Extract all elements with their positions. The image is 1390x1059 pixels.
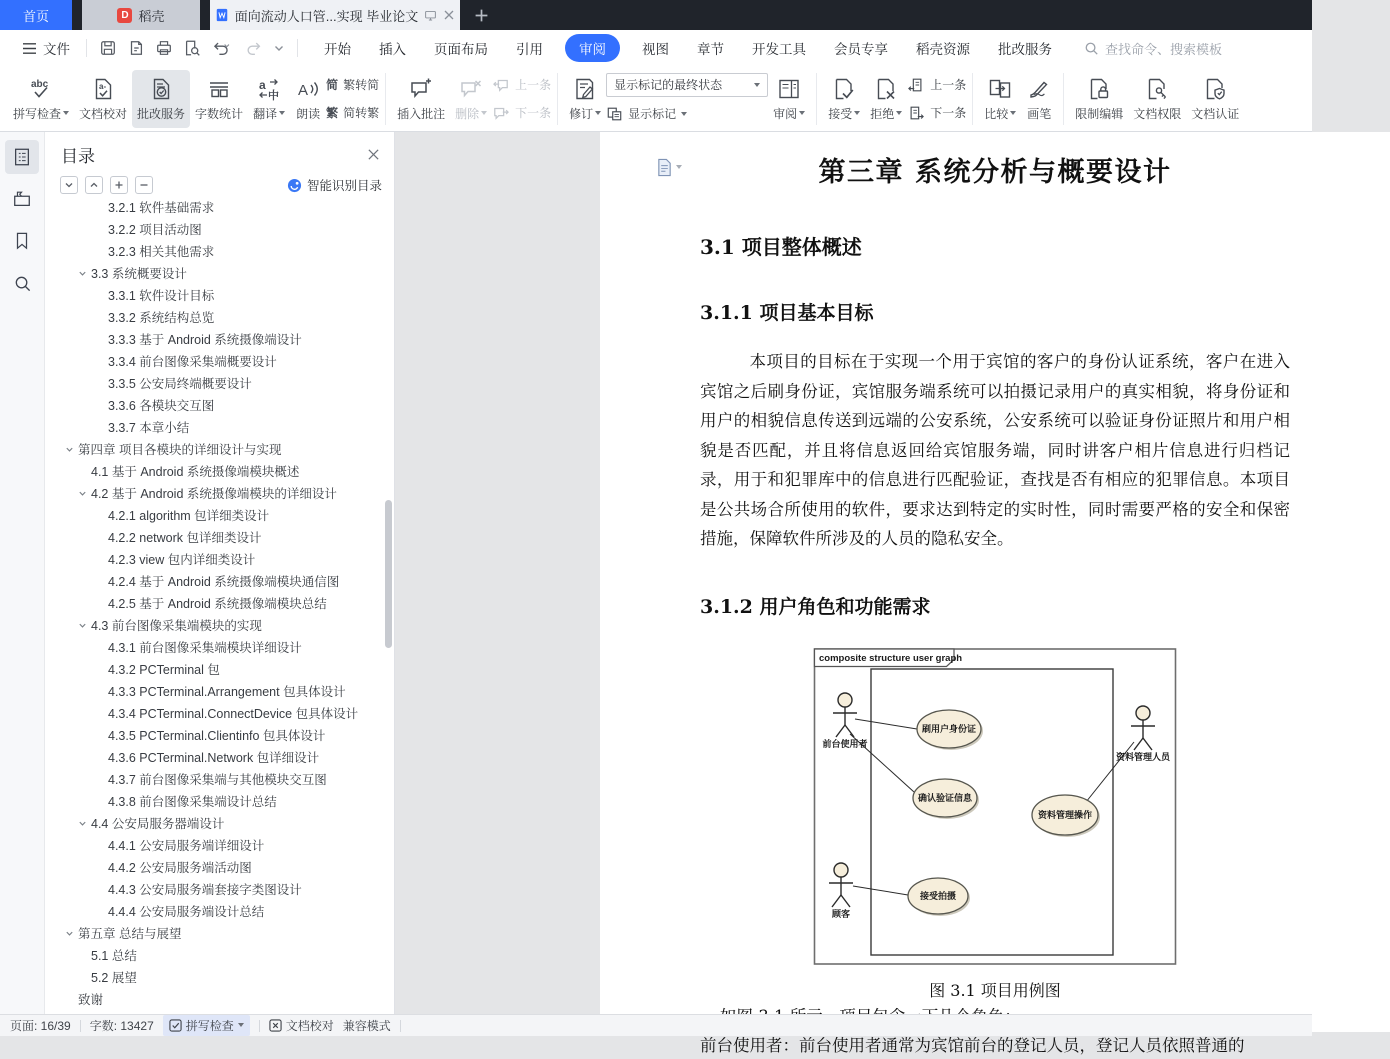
bookmark-panel-button[interactable]: [5, 224, 39, 258]
toc-item-label: 4.3.1 前台图像采集端模块详细设计: [108, 641, 302, 655]
toc-item[interactable]: [45, 350, 394, 372]
toc-item-label: 4.2.2 network 包详细类设计: [108, 531, 262, 545]
undo-button[interactable]: [211, 39, 235, 57]
collapse-toolbar-icon[interactable]: [273, 42, 285, 54]
next-change-icon: [907, 105, 925, 121]
toc-item-label: 3.3.4 前台图像采集端概要设计: [108, 355, 277, 369]
accept-change-icon: [831, 76, 857, 102]
svg-text:顾客: 顾客: [831, 908, 850, 919]
delete-comment-icon: [458, 76, 484, 102]
divider: [816, 73, 817, 125]
toc-item[interactable]: [45, 284, 394, 306]
toc-item[interactable]: [45, 768, 394, 790]
toc-item-label: 4.3.8 前台图像采集端设计总结: [108, 795, 277, 809]
menu-审阅[interactable]: 审阅: [565, 34, 620, 62]
toc-item-label: 3.2.2 项目活动图: [108, 223, 202, 237]
prev-change-icon: [907, 77, 925, 93]
chapter-title: 第三章 系统分析与概要设计: [818, 157, 1172, 188]
toc-item-label: 3.3.3 基于 Android 系统摄像端设计: [108, 333, 302, 347]
toc-item[interactable]: [45, 834, 394, 856]
heading-3-1-1: 3.1.1 项目基本目标: [700, 302, 874, 324]
toc-item[interactable]: [45, 306, 394, 328]
svg-text:A: A: [298, 81, 309, 99]
toc-item[interactable]: [45, 988, 394, 1010]
toc-item[interactable]: [45, 900, 394, 922]
search-icon: [13, 274, 32, 293]
side-icon-strip: [0, 132, 45, 1014]
figure-caption: 图 3.1 项目用例图: [929, 980, 1061, 1000]
chevron-down-icon: [481, 111, 487, 118]
docer-logo-icon: D: [117, 8, 132, 23]
toc-item[interactable]: [45, 724, 394, 746]
prev-comment-icon: [492, 77, 510, 93]
smart-toc-label: 智能识别目录: [306, 179, 382, 193]
chevron-down-icon: [238, 1023, 244, 1030]
track-changes-icon: [572, 76, 598, 102]
word-count-value: 字数: 13427: [89, 1019, 154, 1033]
menu-稻壳资源[interactable]: 稻壳资源: [916, 42, 970, 57]
toc-item[interactable]: [45, 790, 394, 812]
track-changes-button[interactable]: [564, 70, 606, 128]
frame-label: composite structure user graph: [818, 652, 962, 664]
doc-permission-button[interactable]: [1128, 70, 1186, 128]
next-comment-icon: [492, 105, 510, 121]
compat-mode-label: 兼容模式: [342, 1019, 391, 1033]
doc-auth-button[interactable]: [1186, 70, 1244, 128]
menu-页面布局[interactable]: 页面布局: [434, 42, 488, 57]
toc-item[interactable]: [45, 372, 394, 394]
print-button[interactable]: [155, 39, 173, 57]
ribbon-toolbar: [0, 66, 1312, 132]
toc-item-label: 4.4.3 公安局服务端套接字类图设计: [108, 883, 302, 897]
toc-item-label: 4.3 前台图像采集端模块的实现: [91, 619, 262, 633]
toc-item[interactable]: [45, 328, 394, 350]
toc-item-label: 3.3.2 系统结构总览: [108, 311, 215, 325]
prev-change-label: 上一条: [930, 78, 967, 92]
toc-item[interactable]: [45, 614, 394, 636]
tab-bar: [0, 0, 1312, 30]
new-tab-button[interactable]: [474, 0, 489, 30]
compare-button[interactable]: [979, 70, 1021, 128]
divider: [297, 39, 298, 57]
toc-item-label: 4.3.3 PCTerminal.Arrangement 包具体设计: [108, 685, 346, 699]
chapter-flag-icon: [12, 189, 32, 209]
simp-to-trad-button[interactable]: [326, 102, 379, 124]
svg-text:a-: a-: [99, 81, 107, 91]
read-aloud-label: 朗读: [296, 106, 321, 121]
menu-章节[interactable]: 章节: [697, 42, 724, 57]
read-aloud-button[interactable]: [290, 70, 326, 128]
print-preview-button[interactable]: [183, 39, 201, 57]
redo-button[interactable]: [245, 39, 263, 57]
divider: [86, 39, 87, 57]
show-markup-button[interactable]: [606, 103, 768, 125]
search-panel-button[interactable]: [5, 266, 39, 300]
toc-item-label: 4.2.1 algorithm 包详细类设计: [108, 509, 270, 523]
toc-item[interactable]: [45, 548, 394, 570]
save-button[interactable]: [99, 39, 117, 57]
toc-item-label: 4.3.5 PCTerminal.Clientinfo 包具体设计: [108, 729, 326, 743]
toc-item[interactable]: [45, 262, 394, 284]
toc-item[interactable]: [45, 196, 394, 218]
toc-item-label: 3.3.1 软件设计目标: [108, 289, 215, 303]
paintbrush-icon: [1026, 76, 1052, 102]
quick-access-toolbar: [93, 39, 291, 57]
ink-button[interactable]: [1021, 70, 1057, 128]
toc-item-label: 第五章 总结与展望: [78, 927, 182, 941]
translate-icon: [256, 76, 282, 102]
chevron-down-icon[interactable]: [78, 819, 91, 828]
search-placeholder: 查找命令、搜索模板: [1105, 41, 1223, 57]
toc-item[interactable]: [45, 680, 394, 702]
toc-item[interactable]: [45, 482, 394, 504]
page-indicator[interactable]: [10, 1017, 71, 1034]
toc-item-label: 3.3.6 各模块交互图: [108, 399, 215, 413]
toc-item-label: 3.3.5 公安局终端概要设计: [108, 377, 252, 391]
chevron-down-icon: [854, 111, 860, 118]
word-count-button[interactable]: [190, 70, 248, 128]
toc-icon: [12, 147, 32, 167]
toc-item-label: 4.3.6 PCTerminal.Network 包详细设计: [108, 751, 320, 765]
svg-text:a: a: [259, 77, 266, 92]
toc-item-label: 4.2.4 基于 Android 系统摄像端模块通信图: [108, 575, 340, 589]
menu-视图[interactable]: 视图: [642, 42, 669, 57]
toc-item[interactable]: [45, 526, 394, 548]
page-icon: [656, 158, 673, 177]
toc-item[interactable]: [45, 746, 394, 768]
export-button[interactable]: [127, 39, 145, 57]
tab-document-title: 面向流动人口管...实现 毕业论文: [234, 8, 419, 24]
toc-item[interactable]: [45, 944, 394, 966]
shield-doc-icon: [1202, 76, 1228, 102]
toc-item-label: 4.2.5 基于 Android 系统摄像端模块总结: [108, 597, 327, 611]
toc-item[interactable]: [45, 658, 394, 680]
page-indicator-label: 页面: 16/39: [10, 1019, 71, 1033]
accept-button[interactable]: [823, 70, 865, 128]
paragraph-3-1-1: 本项目的目标在于实现一个用于宾馆的客户的身份认证系统，客户在进入宾馆之后刷身份证，宾馆服务端系统可以拍摄记录用户的真实相貌，将身份证和用户的相貌信息传送到远端的公安系统，公安系统可以验证身份证照片和用户相貌是否匹配，并且将信息返回给宾馆服务端，同时讲客户相片信息进行归档记录，用于和犯罪库中的信息进行匹配验证，查找是否有相应的犯罪信息。本项目是公共场合所使用的软件，要求达到特定的实时性，同时需要严格的安全和保密措施，保障软件所涉及的人员的隐私安全。: [700, 352, 1290, 548]
file-menu-label: 文件: [43, 42, 70, 57]
word-count-indicator[interactable]: [90, 1017, 154, 1034]
toc-item[interactable]: [45, 218, 394, 240]
document-canvas: [396, 132, 1312, 1055]
status-bar: [0, 1014, 1312, 1036]
tab-docer-label: 稻壳: [138, 8, 165, 24]
compare-label: 比较: [984, 106, 1009, 121]
toc-item-label: 3.3.7 本章小结: [108, 421, 190, 435]
translate-button[interactable]: [248, 70, 290, 128]
chevron-down-icon[interactable]: [65, 929, 78, 938]
close-panel-button[interactable]: [367, 148, 380, 161]
menu-引用[interactable]: 引用: [516, 42, 543, 57]
toc-item-label: 致谢: [78, 993, 104, 1007]
review-service-button[interactable]: [132, 70, 190, 128]
toc-panel-title: 目录: [61, 147, 95, 166]
doc-proofread-label: 文档校对: [79, 106, 128, 121]
menu-items: [318, 34, 1058, 62]
toc-item[interactable]: [45, 812, 394, 834]
chevron-down-icon[interactable]: [78, 269, 91, 278]
compare-icon: [987, 76, 1013, 102]
read-aloud-icon: [295, 76, 321, 102]
divider: [972, 73, 973, 125]
toc-item[interactable]: [45, 966, 394, 988]
svg-text:刷用户身份证: 刷用户身份证: [921, 723, 976, 734]
divider: [557, 73, 558, 125]
toc-item[interactable]: [45, 922, 394, 944]
key-doc-icon: [1144, 76, 1170, 102]
markup-state-select[interactable]: [606, 73, 768, 97]
toc-item-label: 4.2 基于 Android 系统摄像端模块的详细设计: [91, 487, 337, 501]
doc-auth-label: 文档认证: [1191, 106, 1240, 121]
use-case-diagram: [813, 643, 1178, 968]
file-menu-button[interactable]: [12, 38, 80, 58]
toc-item-label: 5.1 总结: [91, 949, 137, 963]
chevron-down-icon: [896, 111, 902, 118]
reject-label: 拒绝: [870, 106, 895, 121]
svg-text:接受拍摄: 接受拍摄: [919, 890, 956, 901]
review-pane-icon: [776, 76, 802, 102]
toc-panel-button[interactable]: [5, 140, 39, 174]
toc-item-label: 4.4 公安局服务器端设计: [91, 817, 225, 831]
menu-插入[interactable]: 插入: [379, 42, 406, 57]
word-count-label: 字数统计: [195, 106, 244, 121]
translate-label: 翻译: [253, 106, 278, 121]
chevron-down-icon: [676, 165, 682, 172]
doc-proofread-button[interactable]: [74, 70, 132, 128]
svg-text:前台使用者: 前台使用者: [821, 738, 868, 749]
next-comment-label: 下一条: [515, 106, 552, 120]
toc-item-label: 4.4.1 公安局服务端详细设计: [108, 839, 265, 853]
show-markup-label: 显示标记: [628, 107, 677, 121]
spell-check-icon: [28, 76, 54, 102]
divider: [400, 1020, 401, 1032]
toc-item-label: 3.2.1 软件基础需求: [108, 201, 215, 215]
toc-item[interactable]: [45, 878, 394, 900]
monitor-icon[interactable]: [424, 9, 437, 22]
toc-item-label: 4.1 基于 Android 系统摄像端模块概述: [91, 465, 300, 479]
review-pane-button[interactable]: [768, 70, 810, 128]
checkbox-x-icon: [269, 1019, 282, 1032]
toc-item[interactable]: [45, 438, 394, 460]
toc-item[interactable]: [45, 460, 394, 482]
insert-comment-button[interactable]: [392, 70, 450, 128]
close-tab-icon[interactable]: [443, 9, 455, 21]
lock-doc-icon: [1086, 76, 1112, 102]
review-service-label: 批改服务: [137, 106, 186, 121]
bookmark-icon: [13, 231, 31, 251]
chevron-down-icon: [754, 83, 760, 90]
next-change-label: 下一条: [930, 106, 967, 120]
accept-label: 接受: [828, 106, 853, 121]
command-search[interactable]: [1084, 39, 1222, 58]
spell-check-label: 拼写检查: [13, 106, 62, 121]
prev-change-button[interactable]: [907, 74, 966, 96]
compat-mode-indicator[interactable]: [343, 1017, 391, 1034]
spell-check-status-label: 拼写检查: [185, 1019, 234, 1033]
word-count-icon: [206, 76, 232, 102]
zoom-out-toc-button[interactable]: [135, 176, 153, 194]
svg-text:资料管理操作: 资料管理操作: [1037, 809, 1092, 820]
smart-toc-button[interactable]: [287, 176, 382, 194]
toc-item-label: 3.2.3 相关其他需求: [108, 245, 215, 259]
doc-proofread-icon: [90, 76, 116, 102]
divider: [259, 1020, 260, 1032]
toc-item[interactable]: [45, 636, 394, 658]
simp-char-icon: 简: [326, 78, 339, 92]
chevron-down-icon: [681, 112, 687, 119]
toc-item-label: 4.2.3 view 包内详细类设计: [108, 553, 256, 567]
svg-text:中: 中: [268, 89, 280, 102]
toc-scrollbar[interactable]: [385, 500, 392, 648]
ink-label: 画笔: [1027, 106, 1052, 121]
chevron-down-icon[interactable]: [78, 621, 91, 630]
next-comment-button[interactable]: [492, 102, 551, 124]
delete-comment-button[interactable]: [450, 70, 492, 128]
simp-to-trad-label: 简转繁: [343, 106, 380, 120]
chevron-down-icon: [1010, 111, 1016, 118]
toc-item[interactable]: [45, 856, 394, 878]
toc-item[interactable]: [45, 394, 394, 416]
toc-item-label: 4.3.4 PCTerminal.ConnectDevice 包具体设计: [108, 707, 359, 721]
chevron-down-icon: [279, 111, 285, 118]
menu-bar: [0, 30, 1312, 66]
toc-item[interactable]: [45, 416, 394, 438]
markup-state-value: 显示标记的最终状态: [614, 78, 723, 92]
trad-to-simp-label: 繁转简: [343, 78, 380, 92]
toc-item-label: 4.4.4 公安局服务端设计总结: [108, 905, 265, 919]
next-change-button[interactable]: [907, 102, 966, 124]
collapse-all-button[interactable]: [85, 176, 103, 194]
prev-comment-button[interactable]: [492, 74, 551, 96]
document-page[interactable]: [600, 132, 1390, 1055]
toc-item-label: 5.2 展望: [91, 971, 137, 985]
divider: [1063, 73, 1064, 125]
track-changes-label: 修订: [569, 106, 594, 121]
toc-item-label: 4.3.7 前台图像采集端与其他模块交互图: [108, 773, 327, 787]
doc-file-icon: [215, 8, 229, 22]
search-icon: [1084, 41, 1099, 56]
show-markup-icon: [606, 106, 623, 122]
heading-3-1-2: 3.1.2 用户角色和功能需求: [700, 595, 931, 618]
toc-panel: [45, 132, 395, 1014]
tab-docer[interactable]: [82, 0, 200, 30]
delete-comment-label: 删除: [455, 106, 480, 121]
ai-icon: [287, 178, 302, 193]
chevron-down-icon: [799, 111, 805, 118]
chevron-down-icon[interactable]: [78, 489, 91, 498]
toc-item[interactable]: [45, 570, 394, 592]
toc-item[interactable]: [45, 592, 394, 614]
trad-char-icon: 繁: [326, 106, 339, 120]
toc-item-label: 第四章 项目各模块的详细设计与实现: [78, 443, 282, 457]
menu-开始[interactable]: 开始: [324, 42, 351, 57]
expand-all-button[interactable]: [60, 176, 78, 194]
zoom-in-toc-button[interactable]: [110, 176, 128, 194]
doc-proof-toggle[interactable]: [269, 1017, 334, 1034]
plus-icon: [474, 8, 489, 23]
trad-to-simp-button[interactable]: [326, 74, 379, 96]
svg-text:确认验证信息: 确认验证信息: [917, 792, 972, 803]
tab-document[interactable]: [210, 0, 460, 30]
chevron-down-icon: [595, 111, 601, 118]
insert-comment-icon: [408, 76, 434, 102]
page-settings-marker[interactable]: [656, 158, 682, 177]
heading-3-1: 3.1 项目整体概述: [700, 235, 862, 259]
chapter-panel-button[interactable]: [5, 182, 39, 216]
toc-list: [45, 196, 394, 1010]
insert-comment-label: 插入批注: [397, 106, 446, 121]
svg-text:资料管理人员: 资料管理人员: [1115, 751, 1170, 762]
tab-home-label: 首页: [22, 8, 49, 24]
chevron-down-icon[interactable]: [65, 445, 78, 454]
close-icon: [367, 148, 380, 161]
restrict-editing-button[interactable]: [1070, 70, 1128, 128]
toc-item-label: 4.3.2 PCTerminal 包: [108, 663, 220, 677]
review-service-icon: [148, 76, 174, 102]
toc-item[interactable]: [45, 504, 394, 526]
toc-item-label: 4.4.2 公安局服务端活动图: [108, 861, 252, 875]
checkbox-checked-icon: [169, 1019, 182, 1032]
svg-text:abc: abc: [31, 78, 49, 90]
prev-comment-label: 上一条: [515, 78, 552, 92]
menu-开发工具[interactable]: 开发工具: [752, 42, 806, 57]
divider: [385, 73, 386, 125]
toc-item[interactable]: [45, 702, 394, 724]
tab-home[interactable]: [0, 0, 72, 30]
reject-button[interactable]: [865, 70, 907, 128]
spell-check-button[interactable]: [8, 70, 74, 128]
chevron-down-icon: [63, 111, 69, 118]
review-pane-label: 审阅: [773, 106, 798, 121]
divider: [80, 1020, 81, 1032]
restrict-editing-label: 限制编辑: [1075, 106, 1124, 121]
paragraph-front-desk: 前台使用者：前台使用者通常为宾馆前台的登记人员，登记人员依照普通的: [700, 1035, 1245, 1055]
reject-change-icon: [873, 76, 899, 102]
menu-会员专享[interactable]: 会员专享: [834, 42, 888, 57]
spell-check-toggle[interactable]: [163, 1015, 250, 1036]
doc-permission-label: 文档权限: [1133, 106, 1182, 121]
menu-批改服务[interactable]: 批改服务: [998, 42, 1052, 57]
toc-item-label: 3.3 系统概要设计: [91, 267, 187, 281]
toc-item[interactable]: [45, 240, 394, 262]
doc-proof-status-label: 文档校对: [285, 1019, 334, 1033]
hamburger-icon: [22, 42, 37, 55]
